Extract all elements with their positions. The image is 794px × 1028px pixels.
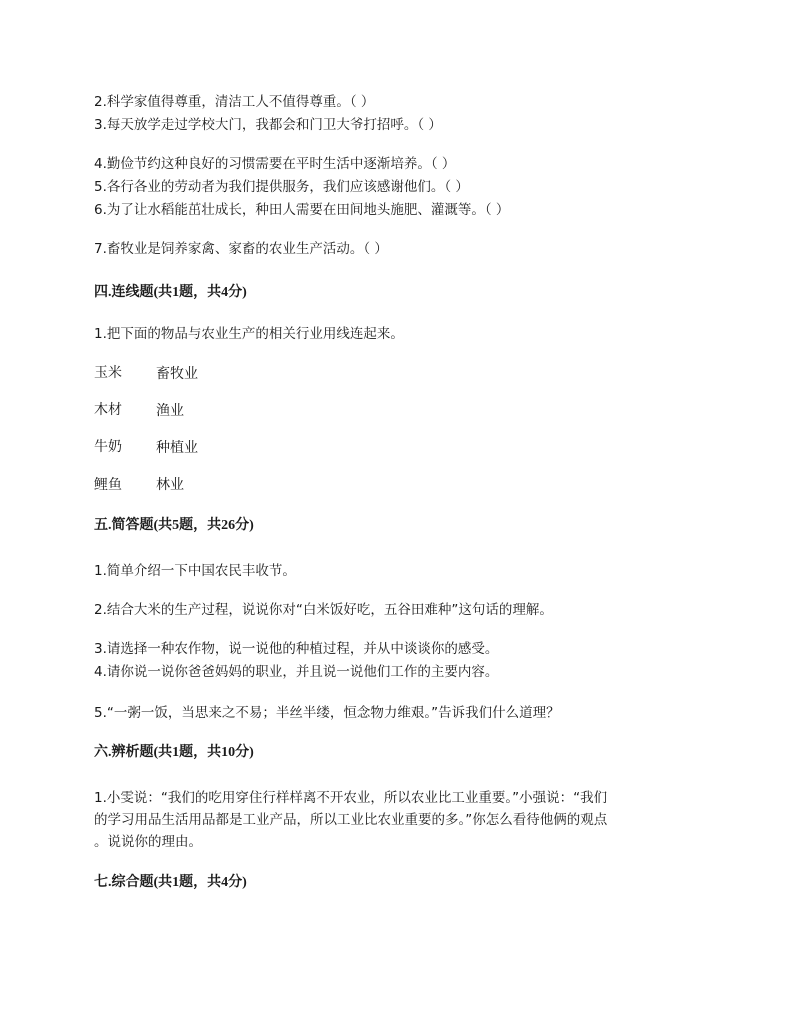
section-heading-analysis: 六.辨析题(共1题，共10分) <box>94 745 254 760</box>
short-answer-question: 3.请选择一种农作物，说一说他的种植过程，并从中谈谈你的感受。 <box>94 641 499 657</box>
question-6: 6.为了让水稻能茁壮成长，种田人需要在田间地头施肥、灌溉等。（ ） <box>94 202 510 218</box>
analysis-question-line: 1.小雯说：“我们的吃用穿住行样样离不开农业，所以农业比工业重要。”小强说：“我们 <box>94 790 608 806</box>
question-2: 2.科学家值得尊重，清洁工人不值得尊重。（ ） <box>94 94 375 110</box>
question-7: 7.畜牧业是饲养家禽、家畜的农业生产活动。（ ） <box>94 241 388 257</box>
section-heading-comprehensive: 七.综合题(共1题，共4分) <box>94 875 247 890</box>
match-left-item: 鲤鱼 <box>94 477 122 493</box>
analysis-question-line: 。说说你的理由。 <box>94 834 202 850</box>
question-4: 4.勤俭节约这种良好的习惯需要在平时生活中逐渐培养。（ ） <box>94 156 456 172</box>
matching-question: 1.把下面的物品与农业生产的相关行业用线连起来。 <box>94 326 404 342</box>
short-answer-question: 2.结合大米的生产过程，说说你对“白米饭好吃，五谷田难种”这句话的理解。 <box>94 602 553 618</box>
analysis-question-line: 的学习用品生活用品都是工业产品，所以工业比农业重要的多。”你怎么看待他俩的观点 <box>94 812 608 828</box>
section-heading-matching: 四.连线题(共1题，共4分) <box>94 285 247 300</box>
match-left-item: 牛奶 <box>94 439 122 455</box>
section-heading-short-answer: 五.简答题(共5题，共26分) <box>94 518 254 533</box>
match-left-item: 木材 <box>94 402 122 418</box>
match-right-item: 林业 <box>156 477 184 493</box>
short-answer-question: 1.简单介绍一下中国农民丰收节。 <box>94 563 296 579</box>
match-left-item: 玉米 <box>94 365 122 381</box>
question-5: 5.各行各业的劳动者为我们提供服务，我们应该感谢他们。（ ） <box>94 179 469 195</box>
short-answer-question: 5.“一粥一饭，当思来之不易；半丝半缕，恒念物力维艰。”告诉我们什么道理？ <box>94 705 560 721</box>
match-right-item: 种植业 <box>156 440 198 456</box>
question-3: 3.每天放学走过学校大门，我都会和门卫大爷打招呼。（ ） <box>94 117 442 133</box>
match-right-item: 畜牧业 <box>156 366 198 382</box>
short-answer-question: 4.请你说一说你爸爸妈妈的职业，并且说一说他们工作的主要内容。 <box>94 664 499 680</box>
match-right-item: 渔业 <box>156 403 184 419</box>
